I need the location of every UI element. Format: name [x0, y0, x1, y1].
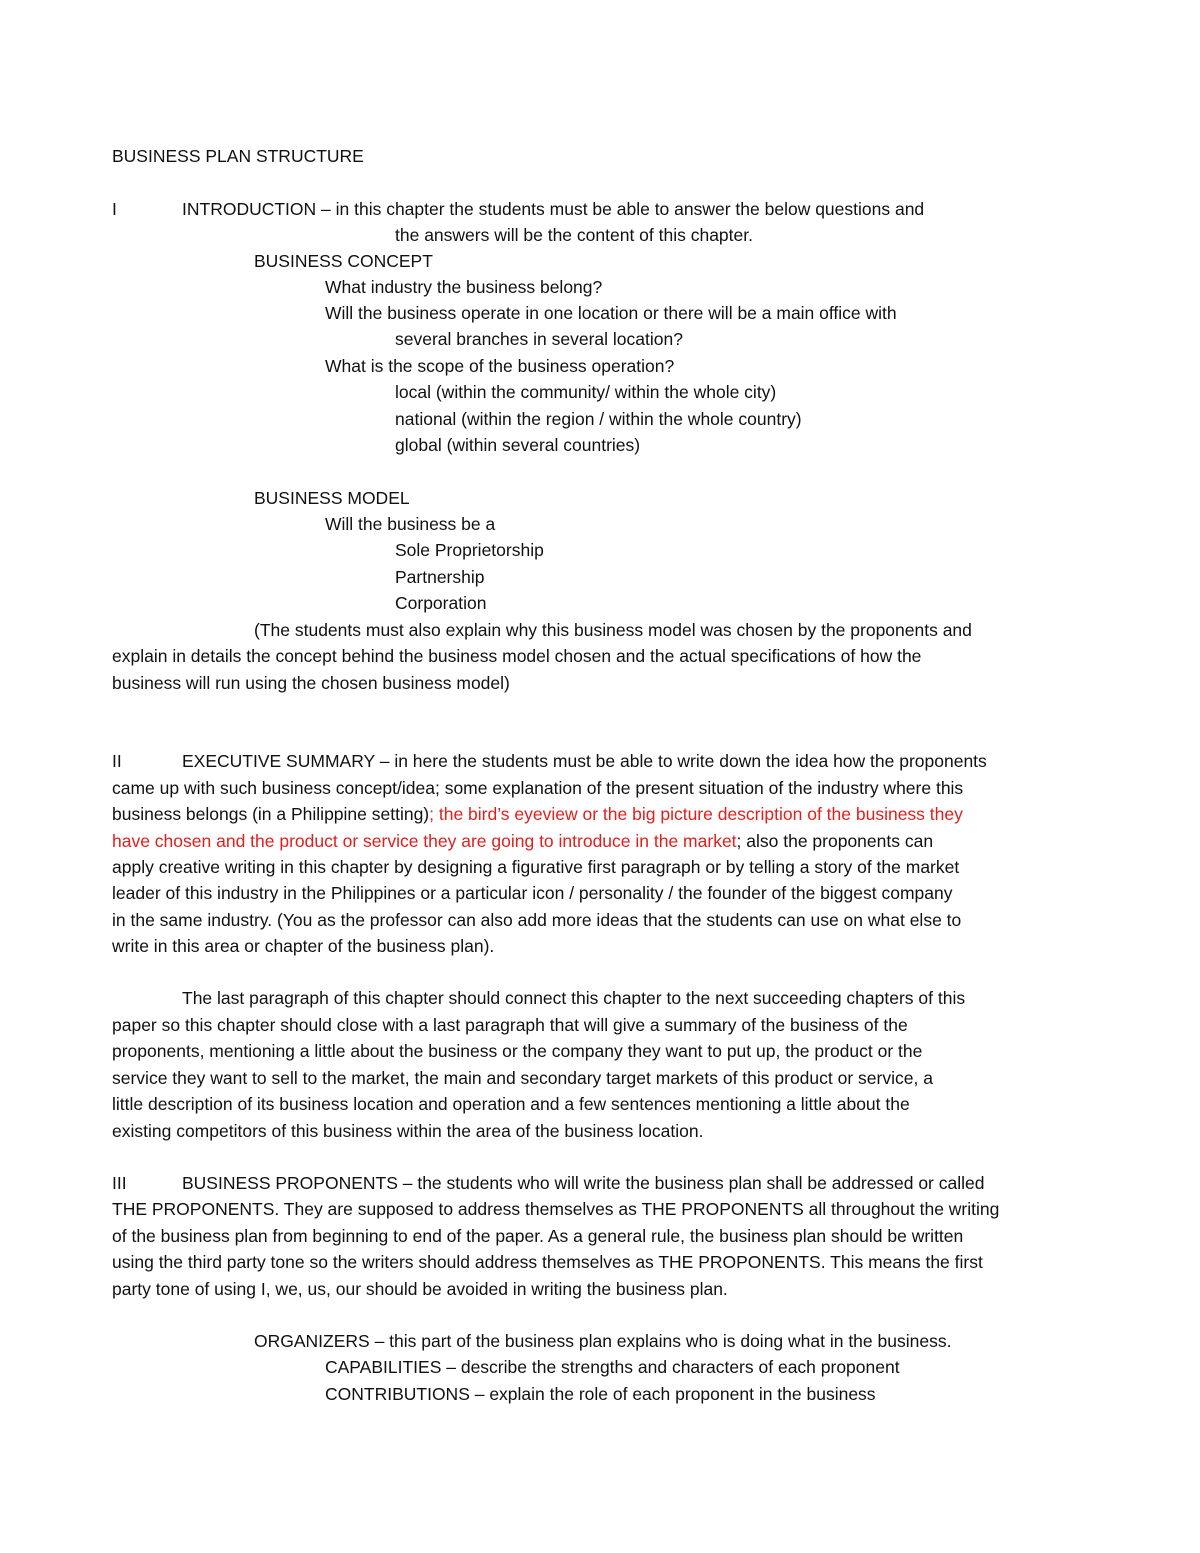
organizers-line: ORGANIZERS – this part of the business plan explains who is doing what in the business. — [254, 1331, 952, 1351]
business-concept-heading: BUSINESS CONCEPT — [254, 251, 433, 271]
intro-text-line-1: INTRODUCTION – in this chapter the students must be able to answer the below questions and — [182, 199, 925, 219]
scope-global: global (within several countries) — [395, 435, 641, 455]
exec-p2-line-1: The last paragraph of this chapter should connect this chapter to the next succeeding chapters of this — [182, 988, 966, 1008]
contributions-line: CONTRIBUTIONS – explain the role of each proponent in the business — [325, 1384, 876, 1404]
concept-question-industry: What industry the business belong? — [325, 277, 603, 297]
section-number-2: II — [112, 751, 122, 771]
section-number-3: III — [112, 1173, 127, 1193]
model-note-line-3: business will run using the chosen business model) — [112, 673, 510, 693]
exec-line-4 — [112, 830, 933, 852]
model-option-sole: Sole Proprietorship — [395, 540, 544, 560]
model-note-line-2: explain in details the concept behind the business model chosen and the actual specifications of how the — [112, 646, 922, 666]
business-model-question: Will the business be a — [325, 514, 496, 534]
proponents-line-2: THE PROPONENTS. They are supposed to address themselves as THE PROPONENTS all throughout the writing — [112, 1199, 1000, 1219]
document-title: BUSINESS PLAN STRUCTURE — [112, 146, 364, 166]
concept-question-scope: What is the scope of the business operation? — [325, 356, 675, 376]
exec-line-4-highlight: have chosen and the product or service they are going to introduce in the market — [112, 831, 737, 851]
exec-line-4-normal: ; also the proponents can — [736, 831, 934, 851]
exec-p2-line-2: paper so this chapter should close with a last paragraph that will give a summary of the business of the — [112, 1015, 908, 1035]
model-option-partnership: Partnership — [395, 567, 485, 587]
model-note-line-1: (The students must also explain why this business model was chosen by the proponents and — [254, 620, 972, 640]
proponents-line-4: using the third party tone so the writers should address themselves as THE PROPONENTS. This means the first — [112, 1252, 983, 1272]
concept-question-location-1: Will the business operate in one location or there will be a main office with — [325, 303, 897, 323]
intro-text-line-2: the answers will be the content of this chapter. — [395, 225, 753, 245]
scope-local: local (within the community/ within the whole city) — [395, 382, 777, 402]
exec-line-3 — [112, 803, 963, 825]
exec-line-6: leader of this industry in the Philippines or a particular icon / personality / the founder of the biggest company — [112, 883, 953, 903]
exec-line-5: apply creative writing in this chapter by designing a figurative first paragraph or by telling a story of the market — [112, 857, 960, 877]
proponents-line-5: party tone of using I, we, us, our should be avoided in writing the business plan. — [112, 1279, 728, 1299]
concept-question-location-2: several branches in several location? — [395, 329, 683, 349]
exec-line-2: came up with such business concept/idea; some explanation of the present situation of the industry where this — [112, 778, 964, 798]
business-model-heading: BUSINESS MODEL — [254, 488, 410, 508]
proponents-line-3: of the business plan from beginning to end of the paper. As a general rule, the business plan should be written — [112, 1226, 964, 1246]
capabilities-line: CAPABILITIES – describe the strengths and characters of each proponent — [325, 1357, 900, 1377]
exec-line-3-highlight: ; the bird’s eyeview or the big picture description of the business they — [429, 804, 963, 824]
proponents-line-1: BUSINESS PROPONENTS – the students who will write the business plan shall be addressed or called — [182, 1173, 985, 1193]
scope-national: national (within the region / within the whole country) — [395, 409, 802, 429]
exec-p2-line-4: service they want to sell to the market, the main and secondary target markets of this product or service, a — [112, 1068, 933, 1088]
exec-line-7: in the same industry. (You as the professor can also add more ideas that the students can use on what else to — [112, 910, 962, 930]
exec-line-8: write in this area or chapter of the business plan). — [112, 936, 495, 956]
section-number-1: I — [112, 199, 117, 219]
exec-line-1: EXECUTIVE SUMMARY – in here the students must be able to write down the idea how the proponents — [182, 751, 987, 771]
exec-p2-line-5: little description of its business location and operation and a few sentences mentioning a little about the — [112, 1094, 910, 1114]
exec-p2-line-3: proponents, mentioning a little about the business or the company they want to put up, the product or the — [112, 1041, 923, 1061]
model-option-corporation: Corporation — [395, 593, 487, 613]
exec-p2-line-6: existing competitors of this business within the area of the business location. — [112, 1121, 704, 1141]
exec-line-3-normal: business belongs (in a Philippine setting) — [112, 804, 430, 824]
